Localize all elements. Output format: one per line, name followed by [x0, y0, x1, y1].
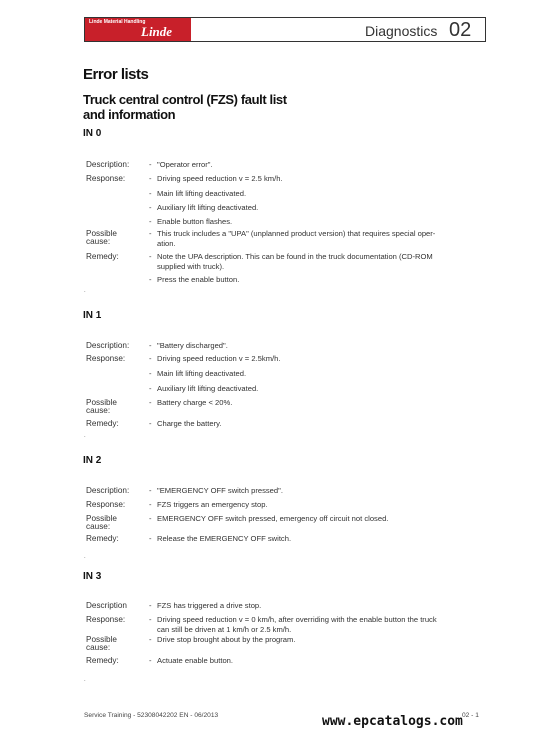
- field-value: - Main lift lifting deactivated.: [149, 369, 489, 379]
- field-value: - Press the enable button.: [149, 275, 489, 285]
- field-label: Response:: [86, 174, 126, 183]
- field-value: - Main lift lifting deactivated.: [149, 189, 489, 199]
- field-value: - Drive stop brought about by the program.: [149, 635, 489, 645]
- field-label: Description:: [86, 341, 130, 350]
- brand-logo: [85, 18, 191, 41]
- field-value: - Driving speed reduction v = 2.5 km/h.: [149, 174, 489, 184]
- field-label: Possible cause:: [86, 514, 117, 531]
- section-code: IN 2: [83, 455, 102, 466]
- section-code: IN 0: [83, 128, 102, 139]
- chapter-number: 02: [449, 19, 472, 41]
- field-value: - Release the EMERGENCY OFF switch.: [149, 534, 489, 544]
- section-code: IN 3: [83, 571, 102, 582]
- field-value: - "EMERGENCY OFF switch pressed".: [149, 486, 489, 496]
- field-value: - Note the UPA description. This can be found in the truck documentation (CD-ROM supplied with truck).: [149, 252, 489, 271]
- field-value: - EMERGENCY OFF switch pressed, emergency off circuit not closed.: [149, 514, 489, 524]
- field-value: - FZS has triggered a drive stop.: [149, 601, 489, 611]
- page-title: Error lists: [83, 66, 149, 83]
- section-code: IN 1: [83, 310, 102, 321]
- field-value: - Enable button flashes.: [149, 217, 489, 227]
- field-label: Remedy:: [86, 534, 119, 543]
- field-label: Remedy:: [86, 419, 119, 428]
- field-label: Response:: [86, 615, 126, 624]
- field-value: - This truck includes a "UPA" (unplanned product version) that requires special oper- ation.: [149, 229, 489, 248]
- field-label: Possible cause:: [86, 398, 117, 415]
- brand-wordmark: Linde: [141, 24, 173, 39]
- field-value: - "Battery discharged".: [149, 341, 489, 351]
- field-value: - "Operator error".: [149, 160, 489, 170]
- page-header: [84, 17, 486, 42]
- page-number: 02 - 1: [462, 712, 479, 719]
- footer-text: Service Training - 52308042202 EN - 06/2013: [84, 712, 219, 719]
- header-title: Diagnostics: [365, 23, 438, 39]
- page-subtitle-line-2: and information: [83, 107, 176, 122]
- field-label: Possible cause:: [86, 635, 117, 652]
- field-value: - Driving speed reduction v = 0 km/h, after overriding with the enable button the truck can still be driven at 1 km/h or 2.5 km/h.: [149, 615, 489, 634]
- section-separator: .: [84, 433, 86, 439]
- field-label: Description:: [86, 486, 130, 495]
- field-label: Response:: [86, 500, 126, 509]
- field-label: Remedy:: [86, 252, 119, 261]
- field-value: - Auxiliary lift lifting deactivated.: [149, 203, 489, 213]
- field-label: Description: [86, 601, 127, 610]
- field-label: Remedy:: [86, 656, 119, 665]
- page-subtitle-line-1: Truck central control (FZS) fault list: [83, 92, 287, 107]
- field-value: - FZS triggers an emergency stop.: [149, 500, 489, 510]
- watermark: www.epcatalogs.com: [322, 714, 463, 729]
- field-value: - Battery charge < 20%.: [149, 398, 489, 408]
- section-separator: .: [84, 677, 86, 683]
- field-label: Possible cause:: [86, 229, 117, 246]
- field-value: - Auxiliary lift lifting deactivated.: [149, 384, 489, 394]
- field-value: - Driving speed reduction v = 2.5km/h.: [149, 354, 489, 364]
- field-value: - Charge the battery.: [149, 419, 489, 429]
- field-label: Response:: [86, 354, 126, 363]
- field-value: - Actuate enable button.: [149, 656, 489, 666]
- section-separator: .: [84, 554, 86, 560]
- brand-subtitle: Linde Material Handling: [89, 19, 146, 25]
- section-separator: .: [84, 288, 86, 294]
- field-label: Description:: [86, 160, 130, 169]
